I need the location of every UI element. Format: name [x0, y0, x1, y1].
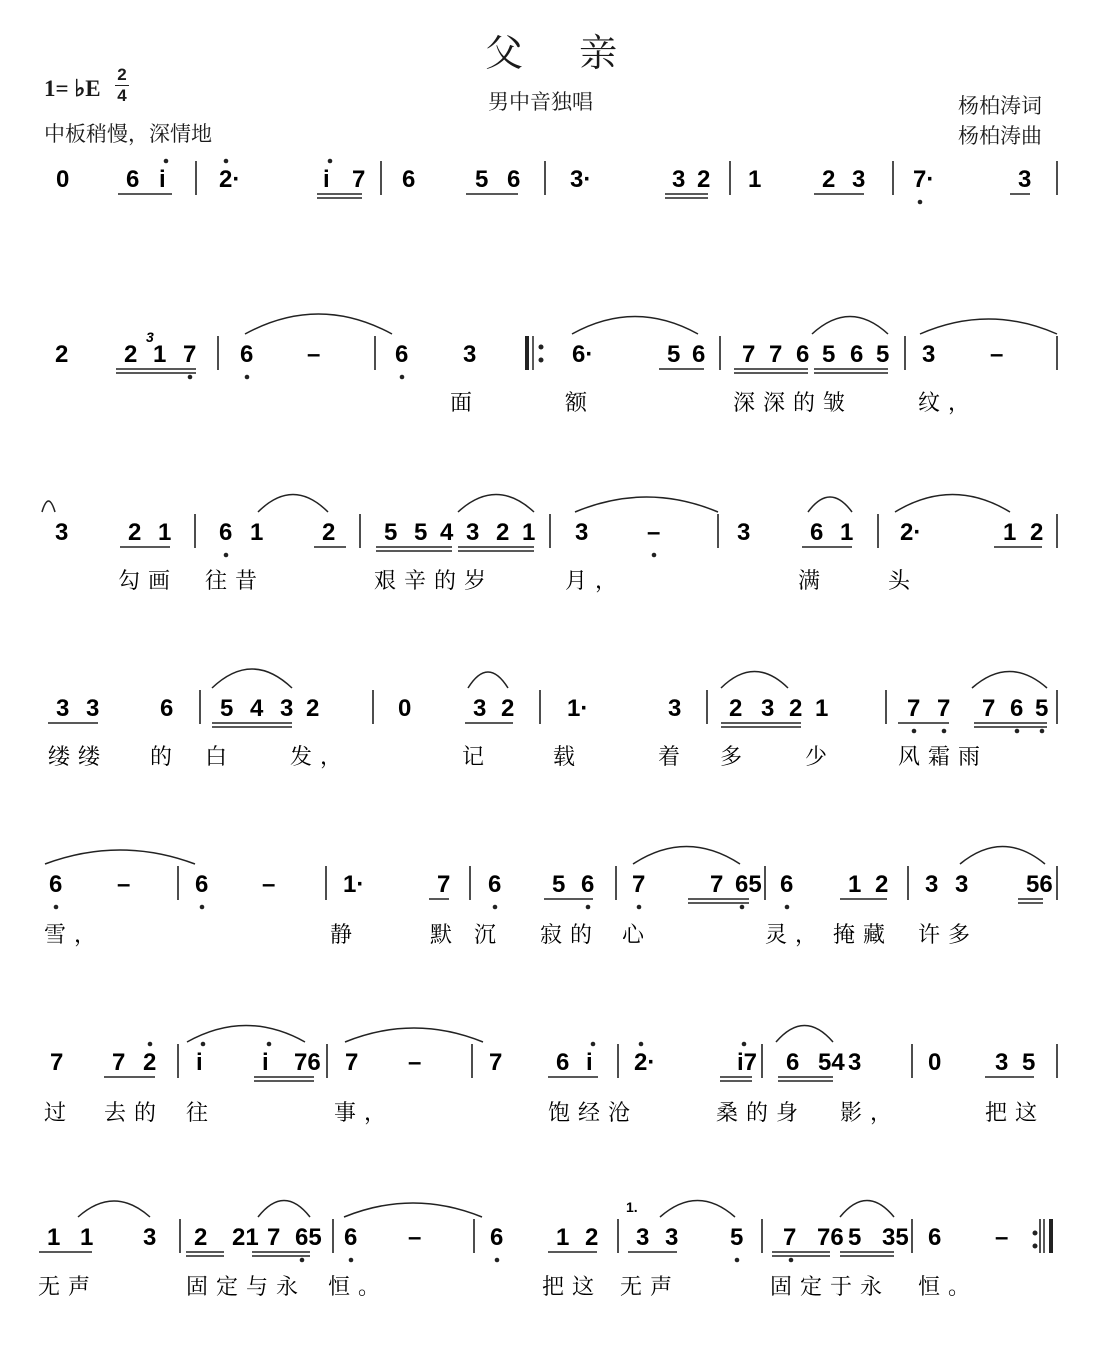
note: 65: [295, 1224, 322, 1251]
note: 5: [414, 519, 428, 546]
octave-dot-low: [586, 905, 591, 910]
note: 7: [352, 166, 366, 193]
note: 56: [1026, 871, 1053, 898]
note: 3: [852, 166, 866, 193]
note: 6·: [572, 341, 594, 368]
note: 7: [907, 695, 921, 722]
note: 6: [195, 871, 209, 898]
slur: [258, 495, 328, 513]
note: 5: [220, 695, 234, 722]
note: 3: [463, 341, 477, 368]
note: 3: [86, 695, 100, 722]
note: 3: [955, 871, 969, 898]
octave-dot-low: [740, 905, 745, 910]
octave-dot-low: [300, 1258, 305, 1263]
lyric: 沧: [608, 1101, 639, 1126]
note: 6: [490, 1224, 504, 1251]
note: 3: [56, 695, 70, 722]
note: 3: [143, 1224, 157, 1251]
note: –: [408, 1049, 422, 1076]
note: 1: [47, 1224, 61, 1251]
note: 2: [1030, 519, 1044, 546]
note: 2: [322, 519, 336, 546]
note: 6: [780, 871, 794, 898]
note: 3: [466, 519, 480, 546]
lyric: 月，: [565, 569, 626, 594]
octave-dot-low: [54, 905, 59, 910]
note: –: [307, 341, 321, 368]
note: 2: [585, 1224, 599, 1251]
note: 6: [488, 871, 502, 898]
note: 1: [80, 1224, 94, 1251]
note: 7: [769, 341, 783, 368]
lyric: 面: [450, 391, 481, 416]
slur: [245, 314, 392, 334]
triplet-mark: 3: [146, 329, 154, 345]
octave-dot-low: [942, 729, 947, 734]
note: 7: [345, 1049, 359, 1076]
note: 1: [153, 341, 167, 368]
lyric: 记: [462, 745, 493, 770]
lyric: 白: [205, 745, 236, 770]
note: i: [159, 166, 166, 193]
note: 2·: [219, 166, 241, 193]
note: i: [586, 1049, 593, 1076]
slur: [808, 497, 852, 512]
lyric: 寂的: [540, 923, 601, 948]
note: 6: [796, 341, 810, 368]
slur: [920, 319, 1057, 334]
note: 2·: [634, 1049, 656, 1076]
note: 3: [922, 341, 936, 368]
note: 6: [556, 1049, 570, 1076]
note: 1: [158, 519, 172, 546]
time-signature-bottom: 4: [117, 86, 127, 105]
note: –: [990, 341, 1004, 368]
note: 2: [496, 519, 510, 546]
octave-dot-low: [493, 905, 498, 910]
lyric: 影，: [840, 1101, 901, 1126]
note: 3: [672, 166, 686, 193]
note: 1: [815, 695, 829, 722]
note: 6: [160, 695, 174, 722]
octave-dot-high: [267, 1042, 272, 1047]
lyric: 无声: [38, 1275, 99, 1300]
lyric: 往: [186, 1101, 217, 1126]
lyric: 桑的身: [716, 1101, 807, 1126]
note: 7: [982, 695, 996, 722]
slur: [458, 495, 534, 513]
lyric: 雪，: [44, 923, 105, 948]
octave-dot-low: [1040, 729, 1045, 734]
lyricist-credit: 杨柏涛词: [958, 94, 1042, 118]
note: 3: [737, 519, 751, 546]
note: 54: [818, 1049, 845, 1076]
lyric: 恒。: [328, 1275, 389, 1300]
performance-note: 男中音独唱: [488, 90, 593, 114]
octave-dot-high: [201, 1042, 206, 1047]
octave-dot-low: [918, 200, 923, 205]
octave-dot-low: [785, 905, 790, 910]
key-signature: 1= ♭E: [44, 76, 101, 101]
note: 3·: [570, 166, 592, 193]
note: 5: [384, 519, 398, 546]
note: 2·: [900, 519, 922, 546]
lyric: 恒。: [918, 1275, 979, 1300]
note: 3: [848, 1049, 862, 1076]
repeat-dot: [1033, 1231, 1038, 1236]
note: 21: [232, 1224, 259, 1251]
slur: [258, 1201, 310, 1218]
song-title: 父 亲: [485, 31, 640, 75]
note: 1: [250, 519, 264, 546]
note: –: [995, 1224, 1009, 1251]
note: i: [323, 166, 330, 193]
note: 6: [810, 519, 824, 546]
note: –: [408, 1224, 422, 1251]
note: 7: [50, 1049, 64, 1076]
note: 3: [925, 871, 939, 898]
note: i: [262, 1049, 269, 1076]
lyric: 发，: [290, 745, 351, 770]
tempo-marking: 中板稍慢，深情地: [44, 122, 212, 146]
note: i: [196, 1049, 203, 1076]
note: 5: [730, 1224, 744, 1251]
slur: [840, 1201, 894, 1218]
octave-dot-low: [349, 1258, 354, 1263]
octave-dot-high: [148, 1042, 153, 1047]
note: 6: [402, 166, 416, 193]
note: 3: [665, 1224, 679, 1251]
slur: [572, 317, 698, 335]
note: 3: [761, 695, 775, 722]
octave-dot-high: [224, 159, 229, 164]
note: 5: [1022, 1049, 1036, 1076]
note: 0: [928, 1049, 942, 1076]
note: 1: [848, 871, 862, 898]
octave-dot-low: [495, 1258, 500, 1263]
note: 7·: [913, 166, 935, 193]
note: 2: [55, 341, 69, 368]
composer-credit: 杨柏涛曲: [958, 124, 1042, 148]
note: 1·: [343, 871, 365, 898]
slur: [345, 1028, 483, 1042]
note: 5: [1035, 695, 1049, 722]
note: 5: [848, 1224, 862, 1251]
octave-dot-low: [912, 729, 917, 734]
note: 6: [219, 519, 233, 546]
note: 3: [55, 519, 69, 546]
lyric: 灵，: [765, 923, 826, 948]
lyric: 勾画: [118, 569, 179, 594]
slur: [895, 495, 1010, 513]
octave-dot-low: [652, 553, 657, 558]
lyric: 的: [150, 745, 181, 770]
note: 5: [667, 341, 681, 368]
note: 1: [556, 1224, 570, 1251]
lyric: 许多: [918, 923, 979, 948]
slur: [78, 1201, 150, 1217]
lyric: 饱经: [548, 1101, 609, 1126]
note: 35: [882, 1224, 909, 1251]
note: 2: [822, 166, 836, 193]
slur: [633, 847, 740, 865]
note: 1·: [567, 695, 589, 722]
note: i7: [737, 1049, 758, 1076]
volta-mark: 1.: [626, 1199, 638, 1215]
time-signature-top: 2: [117, 65, 127, 84]
repeat-dot: [539, 345, 544, 350]
note: 5: [552, 871, 566, 898]
lyric: 固定与永: [186, 1275, 307, 1300]
note: 4: [440, 519, 454, 546]
note: 7: [437, 871, 451, 898]
note: 3: [668, 695, 682, 722]
note: 6: [49, 871, 63, 898]
note: 2: [306, 695, 320, 722]
lyric: 着: [658, 745, 689, 770]
lyric: 额: [565, 391, 596, 416]
note: 6: [786, 1049, 800, 1076]
note: 5: [475, 166, 489, 193]
repeat-dot: [539, 358, 544, 363]
lyric: 缕缕: [48, 745, 109, 770]
slur: [42, 501, 55, 512]
lyric: 默: [430, 923, 461, 948]
note: 7: [267, 1224, 281, 1251]
octave-dot-low: [1015, 729, 1020, 734]
lyric: 去的: [104, 1101, 165, 1126]
lyric: 载: [553, 745, 584, 770]
note: 5: [876, 341, 890, 368]
note: 76: [817, 1224, 844, 1251]
lyric: 固定于永: [770, 1275, 891, 1300]
note: 6: [581, 871, 595, 898]
slur: [45, 850, 195, 864]
note: 5: [822, 341, 836, 368]
slur: [187, 1026, 305, 1043]
octave-dot-low: [245, 375, 250, 380]
lyric: 静: [330, 923, 361, 948]
lyric: 无声: [620, 1275, 681, 1300]
note: 3: [636, 1224, 650, 1251]
note: 7: [742, 341, 756, 368]
note: 7: [632, 871, 646, 898]
octave-dot-high: [639, 1042, 644, 1047]
lyric: 艰辛的岁: [374, 569, 495, 594]
note: 6: [126, 166, 140, 193]
octave-dot-low: [789, 1258, 794, 1263]
note: 6: [850, 341, 864, 368]
lyric: 过: [44, 1101, 75, 1126]
lyric: 满: [798, 569, 829, 594]
note: 2: [194, 1224, 208, 1251]
note: –: [117, 871, 131, 898]
lyric: 心: [622, 923, 653, 948]
octave-dot-low: [637, 905, 642, 910]
slur: [468, 672, 508, 688]
lyric: 风霜雨: [898, 745, 989, 770]
slur: [776, 1026, 833, 1043]
note: 7: [710, 871, 724, 898]
note: 2: [729, 695, 743, 722]
note: –: [262, 871, 276, 898]
note: 2: [789, 695, 803, 722]
lyric: 少: [805, 745, 836, 770]
slur: [812, 317, 888, 335]
lyric: 把这: [985, 1101, 1046, 1126]
lyric: 掩藏: [833, 923, 894, 948]
note: 0: [398, 695, 412, 722]
note: 1: [1003, 519, 1017, 546]
octave-dot-low: [188, 375, 193, 380]
lyric: 把这: [542, 1275, 603, 1300]
octave-dot-high: [164, 159, 169, 164]
note: 7: [112, 1049, 126, 1076]
slur: [960, 847, 1045, 865]
lyric: 头: [888, 569, 919, 594]
slur: [660, 1201, 735, 1218]
slur: [972, 672, 1047, 689]
note: 7: [937, 695, 951, 722]
slur: [212, 669, 292, 688]
note: 2: [501, 695, 515, 722]
note: 6: [240, 341, 254, 368]
lyric: 纹，: [918, 391, 979, 416]
note: 3: [473, 695, 487, 722]
repeat-dot: [1033, 1244, 1038, 1249]
note: 3: [280, 695, 294, 722]
octave-dot-high: [328, 159, 333, 164]
note: 1: [840, 519, 854, 546]
note: 1: [748, 166, 762, 193]
note: –: [647, 519, 661, 546]
note: 2: [875, 871, 889, 898]
note: 7: [183, 341, 197, 368]
note: 6: [395, 341, 409, 368]
octave-dot-low: [224, 553, 229, 558]
note: 6: [928, 1224, 942, 1251]
note: 6: [692, 341, 706, 368]
note: 1: [522, 519, 536, 546]
note: 6: [507, 166, 521, 193]
octave-dot-low: [735, 1258, 740, 1263]
note: 4: [250, 695, 264, 722]
note: 76: [294, 1049, 321, 1076]
octave-dot-high: [591, 1042, 596, 1047]
note: 3: [995, 1049, 1009, 1076]
lyric: 沉: [474, 923, 505, 948]
slur: [721, 672, 788, 689]
note: 2: [697, 166, 711, 193]
note: 3: [1018, 166, 1032, 193]
note: 2: [143, 1049, 157, 1076]
slur: [344, 1203, 482, 1217]
note: 6: [344, 1224, 358, 1251]
lyric: 多: [720, 745, 751, 770]
note: 6: [1010, 695, 1024, 722]
lyric: 事，: [334, 1101, 395, 1126]
note: 65: [735, 871, 762, 898]
note: 7: [489, 1049, 503, 1076]
lyric: 往昔: [205, 569, 266, 594]
slur: [575, 497, 718, 512]
note: 2: [128, 519, 142, 546]
octave-dot-low: [400, 375, 405, 380]
note: 2: [124, 341, 138, 368]
note: 7: [783, 1224, 797, 1251]
octave-dot-high: [742, 1042, 747, 1047]
note: 3: [575, 519, 589, 546]
lyric: 深深的皱: [733, 391, 854, 416]
octave-dot-low: [200, 905, 205, 910]
note: 0: [56, 166, 70, 193]
